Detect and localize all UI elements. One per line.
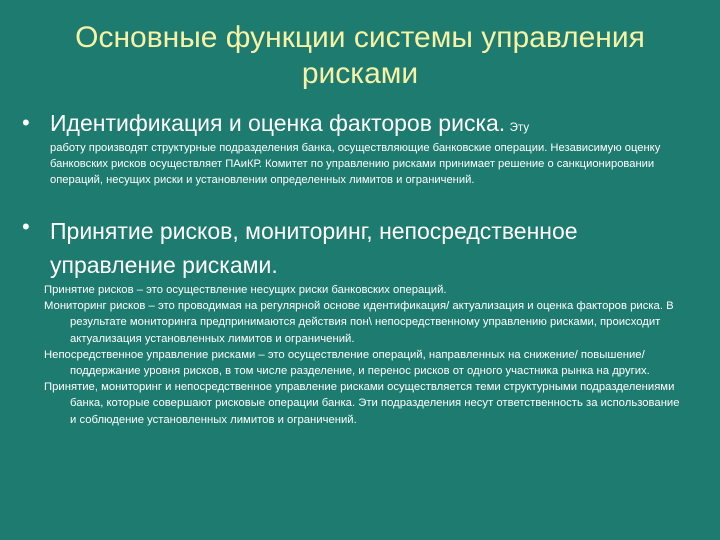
paragraph-management: Непосредственное управление рисками – это осуществление операций, направленных на снижение/ повышение/ поддержание уровня рисков, в том числе разделение, и перенос рисков от одного участника рынка на других. [44,348,650,378]
bullet-lead: Эту [509,122,530,134]
bullet-content [50,110,692,188]
bullet-marker: • [22,110,30,135]
slide-title: Основные функции системы управления рисками [75,21,645,90]
paragraph-acceptance: Принятие рисков – это осуществление несущих риски банковских операций. [44,284,447,296]
body-paragraphs [44,282,684,428]
bullet-text: работу производят структурные подразделения банка, осуществляющие банковские операции. Независимую оценку банковских рисков осуществляет ПАиКР. Комитет по управлению рисками принимает решение о санкционировании операций, несущих риски и установлении определенных лимитов и ограничений. [50,142,661,186]
bullet-heading: Принятие рисков, мониторинг, непосредственное управление рисками. [50,218,578,278]
bullet-marker: • [22,214,30,239]
bullet-identification [22,110,692,188]
paragraph-monitoring: Мониторинг рисков – это проводимая на регулярной основе идентификация/ актуализация и оценка факторов риска. В результате мониторинга предпринимаются действия пон\ непосредственному управлению рисками, происходит актуализация установленных лимитов и ограничений. [44,300,674,345]
bullet-heading: Идентификация и оценка факторов риска. [50,110,506,136]
paragraph-responsibility: Принятие, мониторинг и непосредственное управление рисками осуществляется теми структурными подразделениями банка, которые совершают рисковые операции банка. Эти подразделения несут ответственность за использование и соблюдение установленных лимитов и ограничений. [44,381,680,426]
bullet-acceptance [22,214,692,282]
